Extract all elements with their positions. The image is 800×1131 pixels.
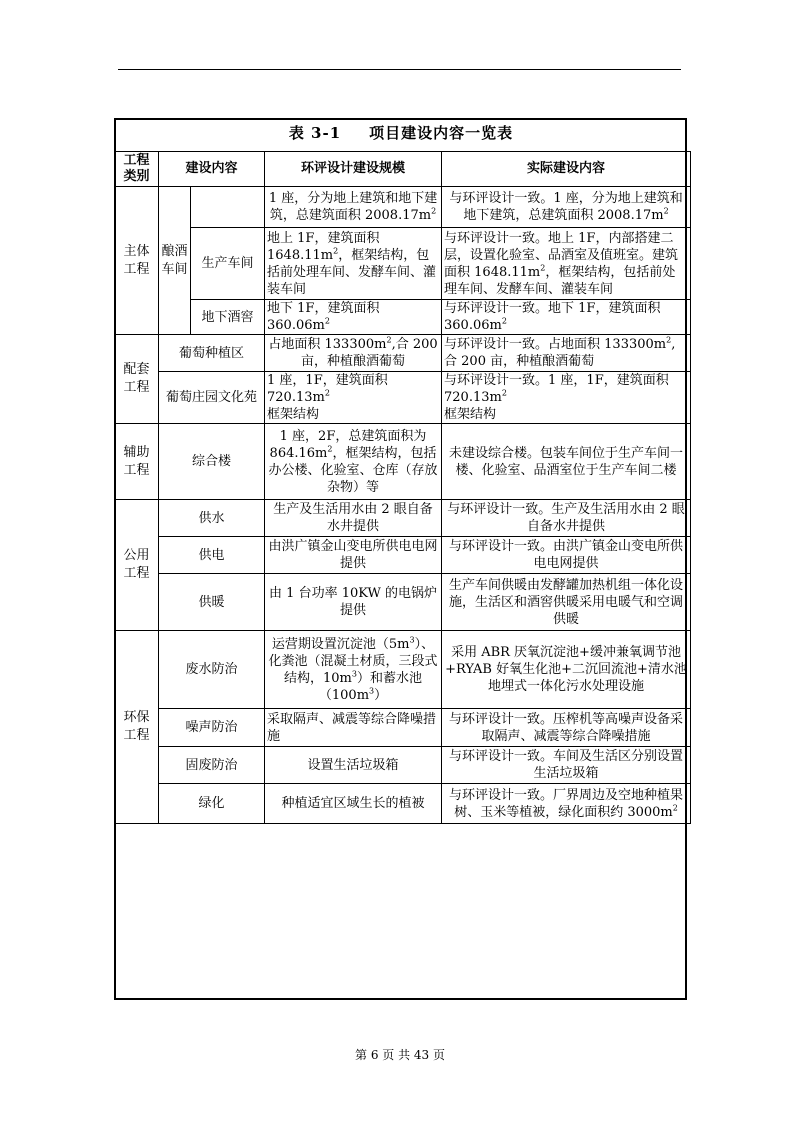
design-cell: 占地面积 $133300m^2$,合 200 亩，种植酿酒葡萄 xyxy=(265,335,442,372)
table-row xyxy=(115,500,691,537)
table-row xyxy=(115,372,691,424)
actual-cell: 与环评设计一致。厂界周边及空地种植果树、玉米等植被，绿化面积约 $3000m^2$ xyxy=(442,784,691,824)
actual-cell: 与环评设计一致。1 座，分为地上建筑和地下建筑，总建筑面积 $2008.17m^2$ xyxy=(442,187,691,228)
category-main: 主体 工程 xyxy=(115,187,159,335)
table-row xyxy=(115,709,691,747)
page-number: 第 6 页 共 43 页 xyxy=(355,1048,445,1062)
item-name: 废水防治 xyxy=(159,631,265,709)
header-actual-content: 实际建设内容 xyxy=(442,152,691,187)
table-title-number: 表 3-1 xyxy=(288,124,342,142)
category-aux: 辅助 工程 xyxy=(115,424,159,500)
design-cell: 种植适宜区域生长的植被 xyxy=(265,784,442,824)
table-row xyxy=(115,747,691,784)
actual-cell: 生产车间供暖由发酵罐加热机组一体化设施，生活区和酒窖供暖采用电暖气和空调供暖 xyxy=(442,574,691,631)
item-name: 供暖 xyxy=(159,574,265,631)
item-name: 综合楼 xyxy=(159,424,265,500)
actual-cell: 与环评设计一致。生产及生活用水由 2 眼自备水井提供 xyxy=(442,500,691,537)
design-cell: 运营期设置沉淀池$(5m^3)$、化粪池（混凝土材质，三段式结构，$10m^3$）和蓄水池$(100m^3)$ xyxy=(265,631,442,709)
actual-cell: 未建设综合楼。包装车间位于生产车间一楼、化验室、品酒室位于生产车间二楼 xyxy=(442,424,691,500)
table-row xyxy=(115,335,691,372)
actual-cell: 与环评设计一致。地下 1F，建筑面积 $360.06m^2$ xyxy=(442,300,691,335)
item-name: 地下酒窖 xyxy=(191,300,265,335)
item-name: 生产车间 xyxy=(191,228,265,300)
actual-cell: 与环评设计一致。地上 1F，内部搭建二层，设置化验室、品酒室及值班室。建筑面积 $1648.11m^2$，框架结构，包括前处理车间、发酵车间、灌装车间 xyxy=(442,228,691,300)
actual-cell: 与环评设计一致。压榨机等高噪声设备采取隔声、减震等综合降噪措施 xyxy=(442,709,691,747)
design-cell: 设置生活垃圾箱 xyxy=(265,747,442,784)
table-title-text: 项目建设内容一览表 xyxy=(369,124,514,142)
actual-cell: 与环评设计一致。1 座，1F，建筑面积 $720.13m^2$ 框架结构 xyxy=(442,372,691,424)
actual-cell: 采用 ABR 厌氧沉淀池+缓冲兼氧调节池+RYAB 好氧生化池+二沉回流池+清水池地埋式一体化污水处理设施 xyxy=(442,631,691,709)
design-cell: 生产及生活用水由 2 眼自备水井提供 xyxy=(265,500,442,537)
header-design-scale: 环评设计建设规模 xyxy=(265,152,442,187)
design-cell: 地上 1F，建筑面积 $1648.11m^2$，框架结构，包括前处理车间、发酵车间、灌装车间 xyxy=(265,228,442,300)
item-name: 固废防治 xyxy=(159,747,265,784)
actual-cell: 与环评设计一致。由洪广镇金山变电所供电电网提供 xyxy=(442,537,691,574)
table-row xyxy=(115,631,691,709)
header-rule xyxy=(118,69,681,70)
table-header-row xyxy=(115,152,691,187)
design-cell: 地下 1F，建筑面积 $360.06m^2$ xyxy=(265,300,442,335)
category-env: 环保 工程 xyxy=(115,631,159,824)
table-row xyxy=(115,300,691,335)
item-name: 绿化 xyxy=(159,784,265,824)
table-title xyxy=(116,122,686,143)
actual-cell: 与环评设计一致。车间及生活区分别设置生活垃圾箱 xyxy=(442,747,691,784)
item-name: 供电 xyxy=(159,537,265,574)
design-cell: 由洪广镇金山变电所供电电网提供 xyxy=(265,537,442,574)
category-utility: 公用 工程 xyxy=(115,500,159,631)
header-category: 工程 类别 xyxy=(115,152,159,187)
project-content-table xyxy=(114,151,691,824)
item-name: 葡萄种植区 xyxy=(159,335,265,372)
empty-cell xyxy=(191,187,265,228)
design-cell: 1 座，分为地上建筑和地下建筑，总建筑面积 $2008.17m^2$ xyxy=(265,187,442,228)
design-cell: 采取隔声、减震等综合降噪措施 xyxy=(265,709,442,747)
category-support: 配套 工程 xyxy=(115,335,159,424)
table-row xyxy=(115,187,691,228)
item-name: 葡萄庄园文化苑 xyxy=(159,372,265,424)
item-name: 噪声防治 xyxy=(159,709,265,747)
design-cell: 1 座，2F，总建筑面积为 $864.16m^2$，框架结构，包括办公楼、化验室、仓库（存放杂物）等 xyxy=(265,424,442,500)
header-content: 建设内容 xyxy=(159,152,265,187)
table-row xyxy=(115,228,691,300)
table-row xyxy=(115,424,691,500)
table-row xyxy=(115,537,691,574)
table-row xyxy=(115,574,691,631)
actual-cell: 与环评设计一致。占地面积 $133300m^2$,合 200 亩，种植酿酒葡萄 xyxy=(442,335,691,372)
subcategory-brewing-workshop: 酿酒 车间 xyxy=(159,187,191,335)
item-name: 供水 xyxy=(159,500,265,537)
design-cell: 1 座，1F，建筑面积 $720.13m^2$ 框架结构 xyxy=(265,372,442,424)
design-cell: 由 1 台功率 10KW 的电锅炉提供 xyxy=(265,574,442,631)
table-row xyxy=(115,784,691,824)
